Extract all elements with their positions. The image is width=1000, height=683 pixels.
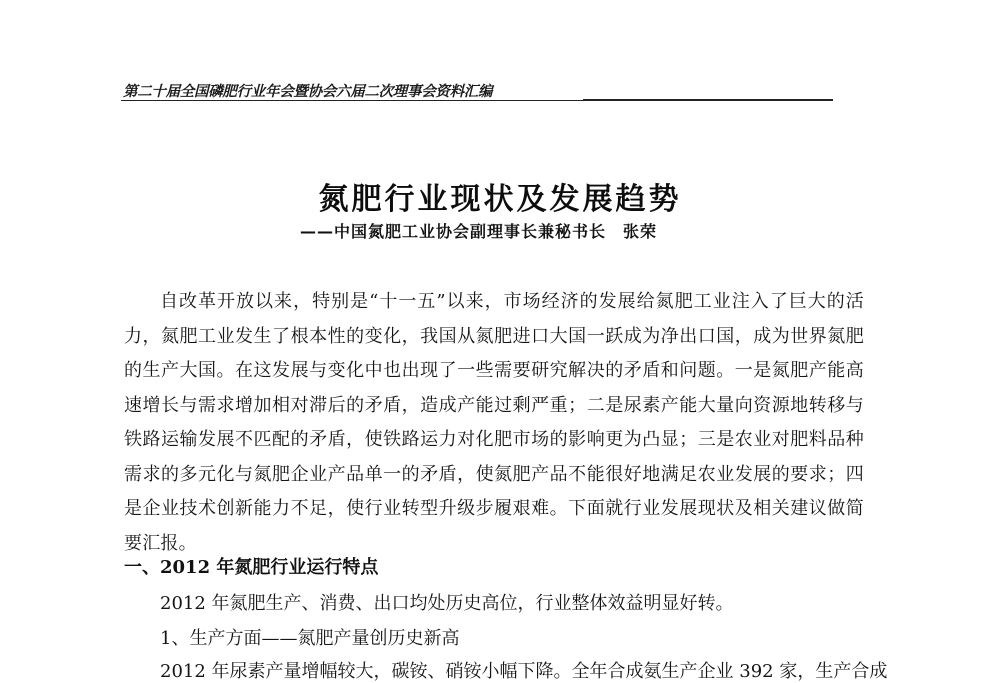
section-1-summary: 2012 年氮肥生产、消费、出口均处历史高位，行业整体效益明显好转。 [160,593,734,614]
running-header: 第二十届全国磷肥行业年会暨协会六届二次理事会资料汇编 [123,84,493,100]
intro-paragraph: 自改革开放以来，特别是“十一五”以来，市场经济的发展给氮肥工业注入了巨大的活力，氮肥工业发生了根本性的变化，我国从氮肥进口大国一跃成为净出口国，成为世界氮肥的生产大国。在这发展与变化中也出现了一些需要研究解决的矛盾和问题。一是氮肥产能高速增长与需求增加相对滞后的矛盾，造成产能过剩严重；二是尿素产能大量向资源地转移与铁路运输发展不匹配的矛盾，使铁路运力对化肥市场的影响更为凸显；三是农业对肥料品种需求的多元化与氮肥企业产品单一的矛盾，使氮肥产品不能很好地满足农业发展的要求；四是企业技术创新能力不足，使行业转型升级步履艰难。下面就行业发展现状及相关建议做简要汇报。 [124,291,864,554]
subsection-heading-1: 1、生产方面——氮肥产量创历史新高 [160,628,460,649]
header-rule-accent [583,99,833,101]
intro-paragraph-block [124,285,864,561]
article-subtitle: ——中国氮肥工业协会副理事长兼秘书长 张荣 [300,222,658,241]
section-heading-1: 一、2012 年氮肥行业运行特点 [124,557,379,578]
subsection-1-paragraph: 2012 年尿素产量增幅较大，碳铵、硝铵小幅下降。全年合成氨生产企业 392 家，生产合成 [160,661,888,682]
article-title: 氮肥行业现状及发展趋势 [318,182,682,217]
